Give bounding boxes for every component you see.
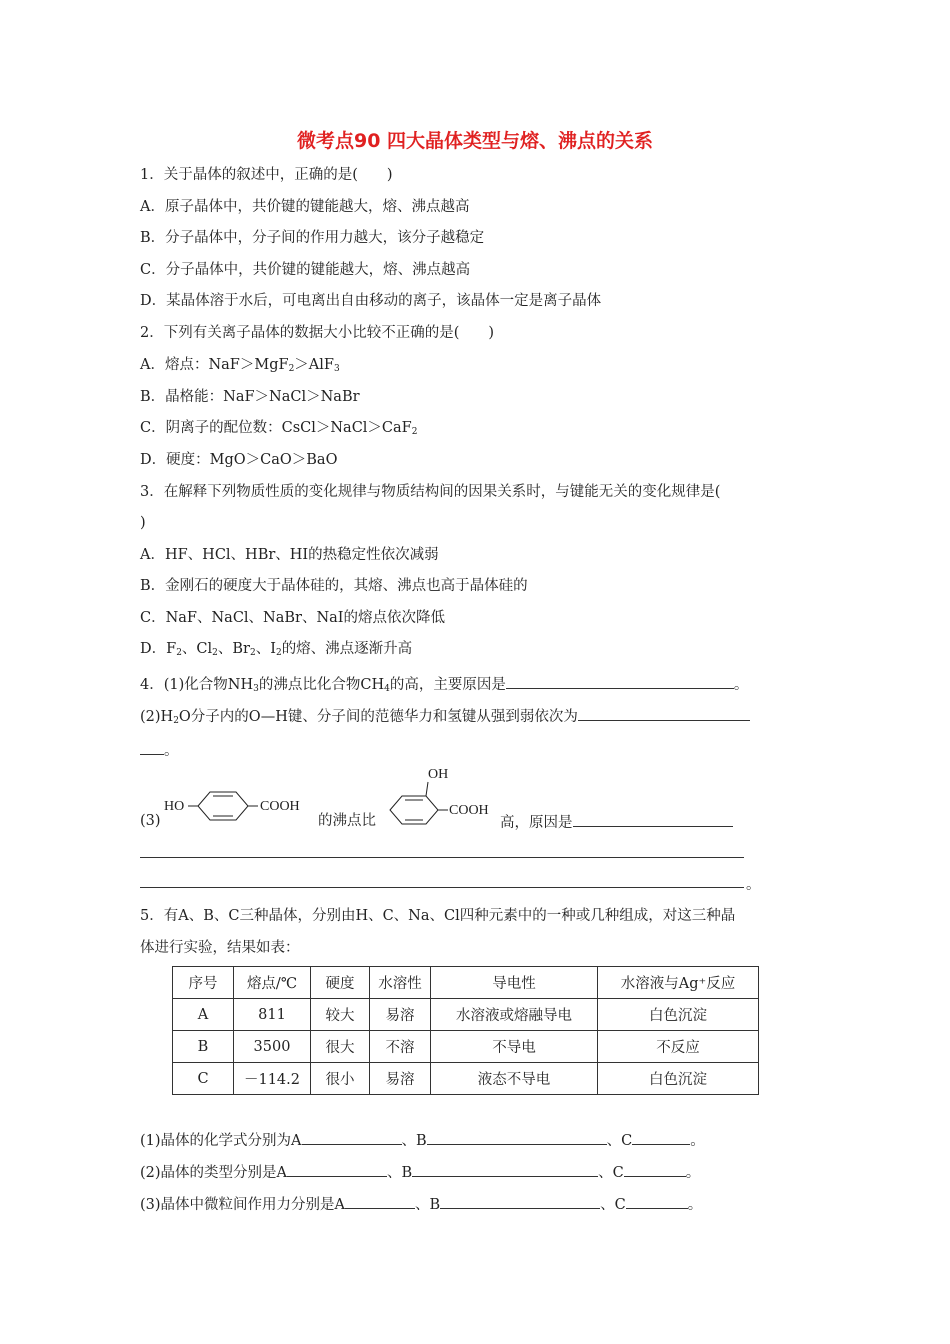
salicylic-acid-structure bbox=[382, 760, 502, 832]
table-cell: A bbox=[173, 999, 234, 1031]
table-cell: C bbox=[173, 1063, 234, 1095]
q2-option-c: C．阴离子的配位数：CsCl＞NaCl＞CaF$_2$ bbox=[140, 420, 418, 437]
q5-stem-line1: 5．有A、B、C三种晶体，分别由H、C、Na、Cl四种元素中的一种或几种组成，对这三种晶 bbox=[140, 908, 736, 924]
table-cell: 811 bbox=[234, 999, 311, 1031]
q2-stem: 2．下列有关离子晶体的数据大小比较不正确的是( ) bbox=[140, 325, 495, 341]
table-header: 水溶性 bbox=[370, 967, 431, 999]
q5-sub3: (3)晶体中微粒间作用力分别是A 、B 、C 。 bbox=[140, 1194, 702, 1214]
table-cell: 液态不导电 bbox=[431, 1063, 598, 1095]
table-row bbox=[173, 1031, 759, 1063]
q1-option-d: D．某晶体溶于水后，可电离出自由移动的离子，该晶体一定是离子晶体 bbox=[140, 293, 602, 309]
q5-sub2: (2)晶体的类型分别是A 、B 、C 。 bbox=[140, 1162, 700, 1182]
q2-option-b: B．晶格能：NaF＞NaCl＞NaBr bbox=[140, 389, 360, 405]
experiment-table bbox=[172, 966, 759, 1095]
q5-sub2-blank-a[interactable] bbox=[287, 1162, 387, 1177]
q4-answer-line-3b[interactable] bbox=[140, 857, 744, 858]
q3-option-b: B．金刚石的硬度大于晶体硅的，其熔、沸点也高于晶体硅的 bbox=[140, 578, 528, 594]
q4-part1: 4．(1)化合物$NH_3$的沸点比化合物$CH_4$的高，主要原因是 。 bbox=[140, 674, 748, 698]
q5-sub3-blank-c[interactable] bbox=[626, 1194, 688, 1209]
q1-option-b: B．分子晶体中，分子间的作用力越大，该分子越稳定 bbox=[140, 230, 485, 246]
table-header: 水溶液与Ag⁺反应 bbox=[598, 967, 759, 999]
table-row bbox=[173, 999, 759, 1031]
table-cell: 3500 bbox=[234, 1031, 311, 1063]
table-cell: 不反应 bbox=[598, 1031, 759, 1063]
table-cell: 很小 bbox=[311, 1063, 370, 1095]
page-title: 微考点90 四大晶体类型与熔、沸点的关系 bbox=[296, 130, 654, 152]
table-cell: 水溶液或熔融导电 bbox=[431, 999, 598, 1031]
q1-stem: 1．关于晶体的叙述中，正确的是( ) bbox=[140, 167, 393, 183]
q4-part3-middle: 的沸点比 bbox=[318, 813, 376, 829]
table-header: 熔点/℃ bbox=[234, 967, 311, 999]
table-header: 导电性 bbox=[431, 967, 598, 999]
q1-option-c: C．分子晶体中，共价键的键能越大，熔、沸点越高 bbox=[140, 262, 471, 278]
table-cell: B bbox=[173, 1031, 234, 1063]
table-header: 序号 bbox=[173, 967, 234, 999]
struct1-cooh-label: COOH bbox=[260, 799, 300, 814]
q4-answer-blank-3a[interactable] bbox=[573, 812, 733, 827]
q4-answer-blank-1[interactable] bbox=[506, 674, 734, 689]
para-hydroxybenzoic-acid-structure bbox=[158, 786, 318, 826]
q5-sub2-blank-b[interactable] bbox=[412, 1162, 598, 1177]
q5-sub1-blank-a[interactable] bbox=[302, 1130, 402, 1145]
q1-option-a: A．原子晶体中，共价键的键能越大，熔、沸点越高 bbox=[140, 199, 470, 215]
q4-answer-blank-2[interactable] bbox=[578, 706, 750, 721]
q2-option-d: D．硬度：MgO＞CaO＞BaO bbox=[140, 452, 338, 468]
table-cell: 易溶 bbox=[370, 1063, 431, 1095]
q3-option-c: C．NaF、NaCl、NaBr、NaI的熔点依次降低 bbox=[140, 610, 446, 626]
q2-option-a: A．熔点：NaF＞MgF$_2$＞AlF$_3$ bbox=[140, 357, 340, 374]
q5-stem-line2: 体进行实验，结果如表： bbox=[140, 940, 300, 956]
table-cell: 白色沉淀 bbox=[598, 1063, 759, 1095]
table-row bbox=[173, 1063, 759, 1095]
table-cell: 不导电 bbox=[431, 1031, 598, 1063]
table-cell: 白色沉淀 bbox=[598, 999, 759, 1031]
q3-stem-line1: 3．在解释下列物质性质的变化规律与物质结构间的因果关系时，与键能无关的变化规律是( bbox=[140, 484, 721, 500]
q3-stem-line2: ) bbox=[140, 515, 146, 531]
table-cell: 不溶 bbox=[370, 1031, 431, 1063]
q5-sub2-blank-c[interactable] bbox=[624, 1162, 686, 1177]
q4-answer-blank-2b[interactable] bbox=[140, 740, 164, 755]
table-cell: 很大 bbox=[311, 1031, 370, 1063]
q3-option-d: D．$F_2$、$Cl_2$、$Br_2$、$I_2$的熔、沸点逐渐升高 bbox=[140, 641, 413, 658]
q5-sub1-blank-c[interactable] bbox=[632, 1130, 690, 1145]
q4-answer-line-3c[interactable] bbox=[140, 887, 744, 888]
struct2-cooh-label: COOH bbox=[449, 803, 489, 818]
q4-part2-cont: 。 bbox=[140, 740, 179, 760]
q5-sub3-blank-b[interactable] bbox=[440, 1194, 600, 1209]
q4-part3-label: (3) bbox=[140, 813, 161, 829]
q3-option-a: A．HF、HCl、HBr、HI的热稳定性依次减弱 bbox=[140, 547, 439, 563]
struct1-ho-label: HO bbox=[164, 799, 185, 814]
table-cell: －114.2 bbox=[234, 1063, 311, 1095]
q4-part3-tail: 高，原因是 bbox=[500, 812, 733, 832]
q4-part2: $(2)H_2O$分子内的O—H键、分子间的范德华力和氢键从强到弱依次为 bbox=[140, 706, 750, 730]
struct2-oh-label: OH bbox=[428, 767, 449, 782]
q5-sub1: (1)晶体的化学式分别为A 、B 、C 。 bbox=[140, 1130, 705, 1150]
q5-sub3-blank-a[interactable] bbox=[345, 1194, 415, 1209]
table-cell: 易溶 bbox=[370, 999, 431, 1031]
table-cell: 较大 bbox=[311, 999, 370, 1031]
table-header-row bbox=[173, 967, 759, 999]
table-header: 硬度 bbox=[311, 967, 370, 999]
q5-sub1-blank-b[interactable] bbox=[427, 1130, 607, 1145]
q4-part3-end: 。 bbox=[746, 877, 761, 893]
